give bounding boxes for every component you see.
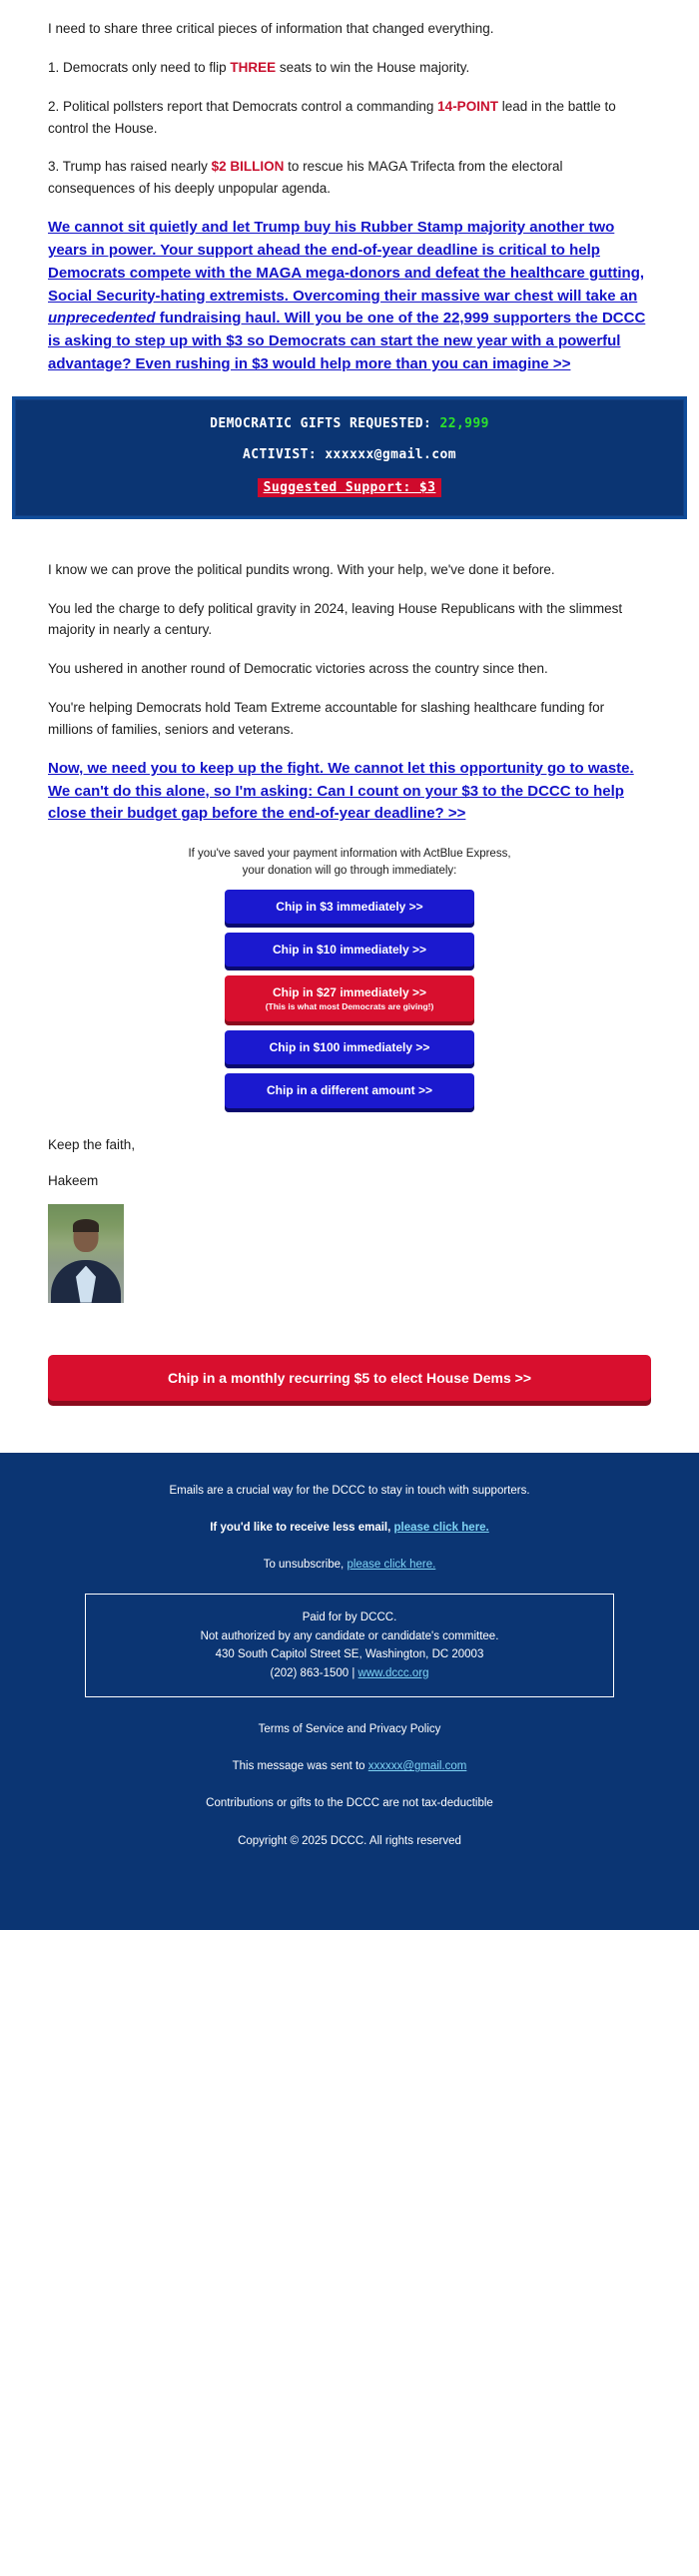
paid-for-line-2: Not authorized by any candidate or candidate's committee. bbox=[200, 1629, 499, 1642]
fact-3-emphasis: $2 BILLION bbox=[211, 159, 285, 175]
chip-in-other-button[interactable] bbox=[225, 1073, 474, 1107]
paid-for-phone: (202) 863-1500 | bbox=[270, 1666, 358, 1679]
fact-2-post: lead in the battle to control the House. bbox=[48, 98, 616, 136]
chip-in-100-button[interactable] bbox=[225, 1030, 474, 1064]
paid-for-contact-line bbox=[96, 1664, 603, 1682]
chip-in-27-sublabel: (This is what most Democrats are giving!) bbox=[265, 1000, 434, 1011]
donation-buttons-group bbox=[48, 846, 651, 1107]
paid-for-disclaimer-box bbox=[85, 1594, 614, 1697]
chip-in-100-label: Chip in $100 immediately >> bbox=[269, 1039, 430, 1054]
footer-tax-line: Contributions or gifts to the DCCC are not tax-deductible bbox=[206, 1797, 493, 1810]
activist-line bbox=[26, 447, 673, 462]
sender-portrait-photo bbox=[48, 1204, 124, 1303]
footer-less-email-link[interactable]: please click here. bbox=[393, 1521, 489, 1534]
donation-status-box-frame bbox=[12, 396, 687, 519]
intro-paragraph: I need to share three critical pieces of information that changed everything. bbox=[48, 21, 494, 36]
actblue-express-note bbox=[48, 846, 651, 879]
footer-less-email-line bbox=[40, 1520, 659, 1537]
appeal-1-part2: fundraising haul. Will you be one of the 22,999 supporters the DCCC is asking to step up with $3 so Democrats can start the new year with a powerful advantage? Even rushing in $3 would help more than you can imagine >> bbox=[48, 310, 646, 372]
chip-in-10-button[interactable] bbox=[225, 933, 474, 966]
actblue-express-note-line1: If you've saved your payment information with ActBlue Express, bbox=[188, 848, 511, 861]
appeal-1-part1: We cannot sit quietly and let Trump buy his Rubber Stamp majority another two years in power. Your support ahead the end-of-year deadline is critical to help Democrats compete with the MAGA mega-donors and defeat the healthcare gutting, Social Security-hating extremists. Overcoming their massive war chest will take an bbox=[48, 219, 645, 305]
fact-2-pre: 2. Political pollsters report that Democrats control a commanding bbox=[48, 98, 438, 114]
chip-in-10-label: Chip in $10 immediately >> bbox=[272, 943, 427, 958]
chip-in-27-label: Chip in $27 immediately >> bbox=[272, 985, 427, 1000]
fact-item-3 bbox=[48, 156, 651, 200]
main-content bbox=[0, 0, 699, 376]
footer-unsubscribe-line bbox=[40, 1557, 659, 1574]
chip-in-other-label: Chip in a different amount >> bbox=[266, 1083, 432, 1098]
footer-unsubscribe-link[interactable]: please click here. bbox=[347, 1559, 436, 1572]
signoff-closing: Keep the faith, bbox=[48, 1136, 136, 1152]
fact-1-pre: 1. Democrats only need to flip bbox=[48, 59, 231, 75]
fact-3-pre: 3. Trump has raised nearly bbox=[48, 159, 212, 175]
footer-unsubscribe-text: To unsubscribe, bbox=[263, 1559, 348, 1572]
body-paragraph-4: You're helping Democrats hold Team Extreme accountable for slashing healthcare funding for millions of families, seniors and veterans. bbox=[48, 700, 605, 738]
body-paragraph-3: You ushered in another round of Democratic victories across the country since then. bbox=[48, 661, 548, 677]
dccc-website-link[interactable]: www.dccc.org bbox=[357, 1666, 429, 1679]
chip-in-27-button[interactable] bbox=[225, 975, 474, 1021]
footer-less-email-text: If you'd like to receive less email, bbox=[210, 1521, 394, 1534]
activist-email: xxxxxx@gmail.com bbox=[325, 446, 456, 462]
chip-in-3-label: Chip in $3 immediately >> bbox=[276, 899, 423, 914]
footer-intro-line: Emails are a crucial way for the DCCC to stay in touch with supporters. bbox=[169, 1484, 530, 1497]
paid-for-line-3: 430 South Capitol Street SE, Washington, DC 20003 bbox=[215, 1648, 484, 1661]
footer-terms-line[interactable]: Terms of Service and Privacy Policy bbox=[258, 1722, 441, 1735]
donation-status-box bbox=[15, 399, 684, 516]
paid-for-line-1: Paid for by DCCC. bbox=[302, 1611, 397, 1624]
appeal-link-secondary[interactable]: Now, we need you to keep up the fight. We cannot let this opportunity go to waste. We can't do this alone, so I'm asking: Can I count on your $3 to the DCCC to help close their budget gap before the end-of-year deadline? >> bbox=[48, 759, 634, 823]
body-paragraph-2: You led the charge to defy political gravity in 2024, leaving House Republicans with the slimmest majority in nearly a century. bbox=[48, 600, 623, 638]
monthly-recurring-button[interactable]: Chip in a monthly recurring $5 to elect House Dems >> bbox=[48, 1355, 651, 1401]
footer-sent-to-line bbox=[40, 1758, 659, 1775]
actblue-express-note-line2: your donation will go through immediately: bbox=[242, 864, 457, 877]
email-footer bbox=[0, 1453, 699, 1930]
appeal-link-primary[interactable] bbox=[48, 217, 651, 376]
footer-recipient-email-link[interactable]: xxxxxx@gmail.com bbox=[367, 1760, 467, 1773]
fact-item-1 bbox=[48, 57, 651, 79]
signoff-name: Hakeem bbox=[48, 1172, 99, 1188]
gifts-requested-line bbox=[26, 416, 673, 431]
appeal-1-italic: unprecedented bbox=[48, 310, 156, 327]
suggested-support-badge[interactable]: Suggested Support: $3 bbox=[258, 478, 442, 497]
monthly-recurring-zone bbox=[0, 1355, 699, 1401]
footer-copyright-line: Copyright © 2025 DCCC. All rights reserved bbox=[238, 1834, 461, 1847]
activist-label: ACTIVIST: bbox=[243, 446, 318, 462]
fact-1-post: seats to win the House majority. bbox=[276, 59, 470, 75]
footer-sent-to-text: This message was sent to bbox=[232, 1760, 368, 1773]
suggested-support-line bbox=[26, 478, 673, 497]
gifts-requested-label: DEMOCRATIC GIFTS REQUESTED: bbox=[210, 415, 432, 431]
fact-2-emphasis: 14-POINT bbox=[437, 98, 498, 114]
fact-3-post: to rescue his MAGA Trifecta from the electoral consequences of his deeply unpopular agenda. bbox=[48, 159, 563, 197]
portrait-hair bbox=[73, 1219, 99, 1232]
spacer bbox=[0, 1313, 699, 1355]
chip-in-3-button[interactable] bbox=[225, 890, 474, 924]
body-paragraph-1: I know we can prove the political pundits wrong. With your help, we've done it before. bbox=[48, 561, 555, 577]
secondary-content bbox=[0, 541, 699, 1303]
gifts-requested-value: 22,999 bbox=[439, 415, 489, 431]
fact-item-2 bbox=[48, 96, 651, 140]
fact-1-emphasis: THREE bbox=[230, 59, 277, 75]
